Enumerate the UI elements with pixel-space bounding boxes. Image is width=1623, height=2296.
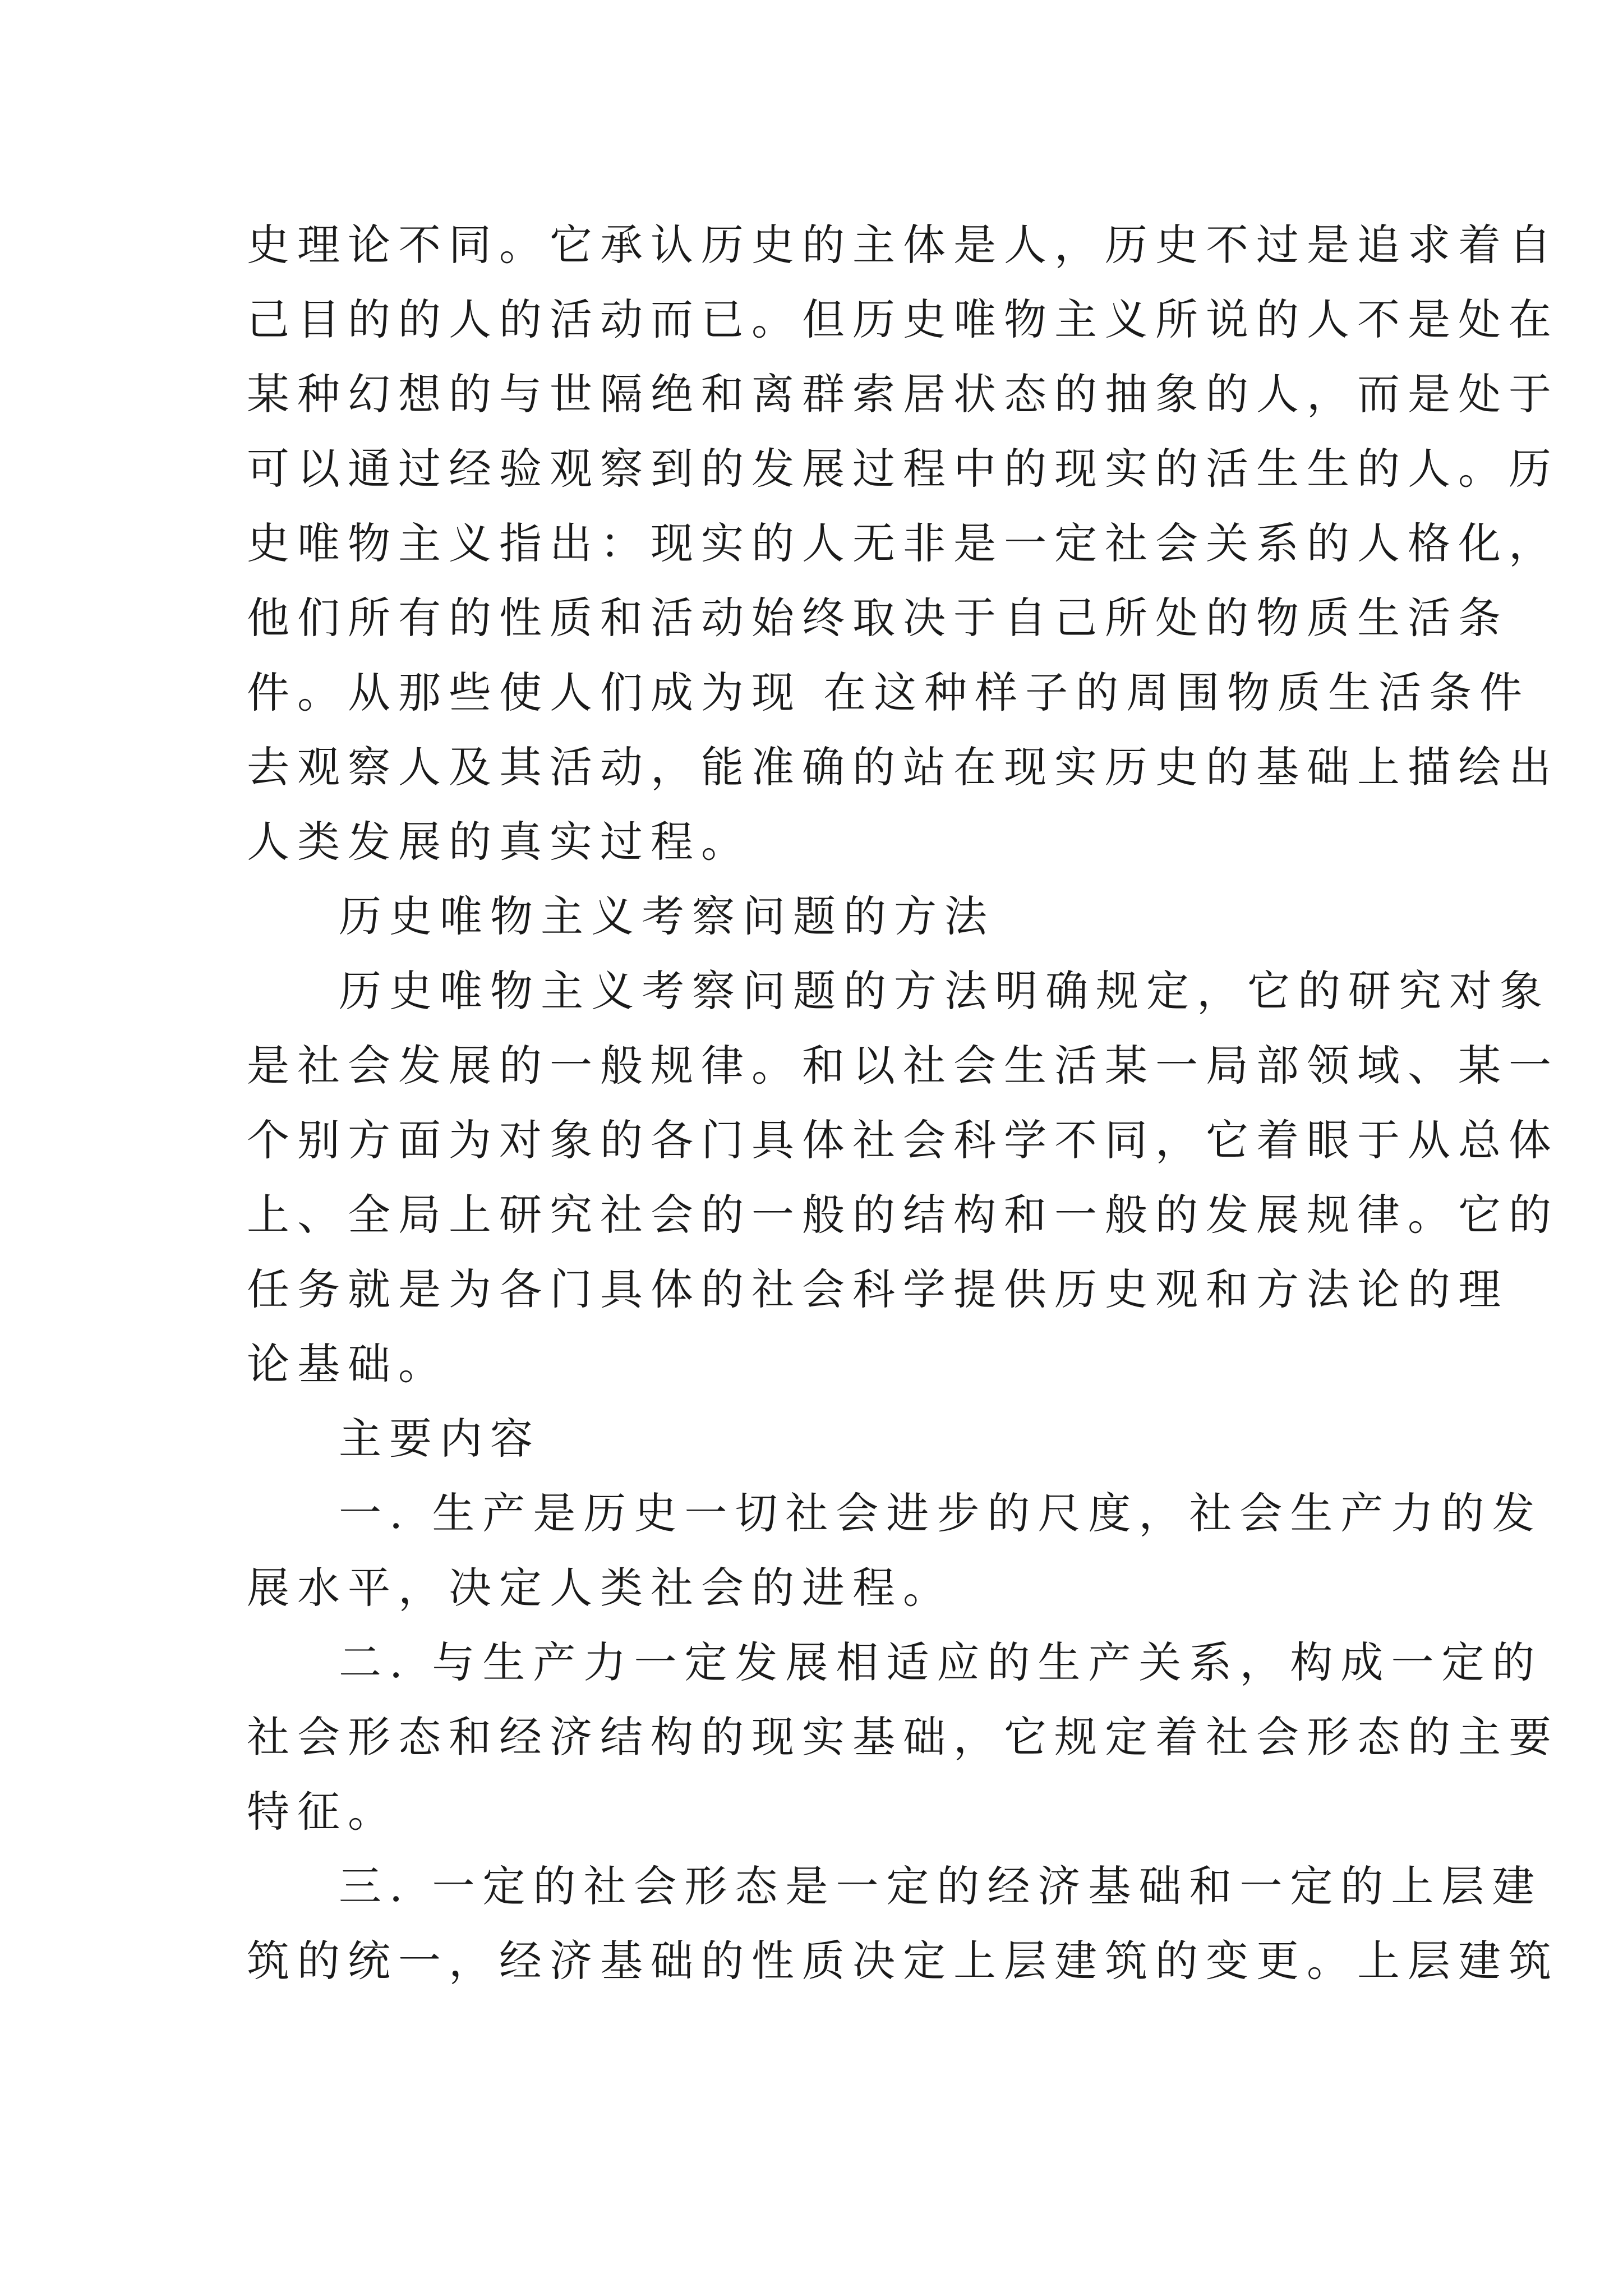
- text-line: 史理论不同。它承认历史的主体是人，历史不过是追求着自: [247, 220, 1559, 270]
- text-line: 己目的的人的活动而已。但历史唯物主义所说的人不是处在: [247, 295, 1559, 344]
- text-line: 可以通过经验观察到的发展过程中的现实的活生生的人。历: [247, 444, 1559, 494]
- text-line: 人类发展的真实过程。: [247, 817, 751, 867]
- text-line: 件。从那些使人们成为现 在这种样子的周围物质生活条件: [247, 668, 1530, 717]
- section-heading: 历史唯物主义考察问题的方法: [339, 891, 995, 941]
- text-line: 任务就是为各门具体的社会科学提供历史观和方法论的理: [247, 1264, 1509, 1314]
- text-line: 特征。: [247, 1787, 398, 1837]
- text-line: 某种幻想的与世隔绝和离群索居状态的抽象的人，而是处于: [247, 369, 1559, 419]
- text-line: 历史唯物主义考察问题的方法明确规定，它的研究对象: [339, 966, 1550, 1016]
- section-heading: 主要内容: [339, 1414, 541, 1464]
- text-line: 史唯物主义指出：现实的人无非是一定社会关系的人格化，: [247, 518, 1559, 568]
- text-line: 个别方面为对象的各门具体社会科学不同，它着眼于从总体: [247, 1115, 1559, 1165]
- list-item: 二. 与生产力一定发展相适应的生产关系，构成一定的: [339, 1637, 1543, 1687]
- text-line: 论基础。: [247, 1339, 449, 1389]
- text-line: 是社会发展的一般规律。和以社会生活某一局部领域、某一: [247, 1041, 1559, 1091]
- list-item: 一. 生产是历史一切社会进步的尺度，社会生产力的发: [339, 1488, 1543, 1538]
- text-line: 上、全局上研究社会的一般的结构和一般的发展规律。它的: [247, 1190, 1559, 1240]
- text-line: 展水平，决定人类社会的进程。: [247, 1563, 953, 1613]
- text-line: 社会形态和经济结构的现实基础，它规定着社会形态的主要: [247, 1712, 1559, 1762]
- text-line: 去观察人及其活动，能准确的站在现实历史的基础上描绘出: [247, 742, 1559, 792]
- list-item: 三. 一定的社会形态是一定的经济基础和一定的上层建: [339, 1861, 1543, 1911]
- document-body: [247, 208, 1559, 1998]
- text-line: 他们所有的性质和活动始终取决于自己所处的物质生活条: [247, 593, 1509, 643]
- text-line: 筑的统一，经济基础的性质决定上层建筑的变更。上层建筑: [247, 1936, 1559, 1986]
